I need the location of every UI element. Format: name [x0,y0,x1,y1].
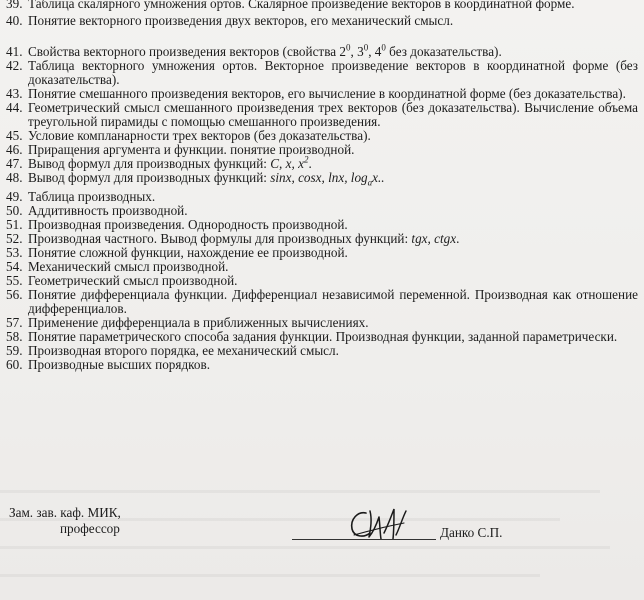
list-item-55 [6,274,638,288]
list-item-52 [6,232,638,246]
item-number: 55. [6,272,23,288]
list-item-49 [6,190,638,204]
superscript: 0 [363,42,369,53]
item-text: Геометрический смысл производной. [28,272,238,288]
item-number: 49. [6,188,23,204]
list-item-40 [6,14,638,28]
math-expression: x.. [372,170,385,185]
item-text: . [308,156,312,171]
item-number: 46. [6,142,23,157]
math-expression: sinx, cosx, lnx, log [270,170,368,185]
item-number: 51. [6,216,23,232]
list-item-51 [6,218,638,232]
subscript: a [367,177,373,188]
item-number: 40. [6,13,23,28]
math-expression: tgx, ctgx [411,230,457,246]
list-item-45 [6,129,638,143]
item-number: 42. [6,58,23,73]
item-text: Понятие смешанного произведения векторов, его вычисление в координатной форме (без доказательства). [28,86,626,101]
list-item-43 [6,87,638,101]
item-text: Понятие параметрического способа задания функции. Производная функции, заданной параметрически. [28,328,618,344]
item-number: 53. [6,244,23,260]
item-number: 52. [6,230,23,246]
item-number: 58. [6,328,23,344]
superscript: 0 [381,42,386,53]
item-text: , 4 [368,44,382,59]
list-item-44 [6,101,638,129]
superscript: 2 [303,154,309,165]
item-text: Вывод формул для производных функций: [28,170,271,185]
list-item-59 [6,344,638,358]
list-item-47 [6,154,638,171]
list-item-46 [6,143,638,157]
list-item-39 [6,0,638,11]
item-text: Понятие дифференциала функции. Дифференциал независимой переменной. Производная как отношение дифференциалов. [28,286,638,316]
list-item-48 [6,171,638,190]
list-item-60 [6,358,638,372]
item-text: Механический смысл производной. [28,258,229,274]
list-item-54 [6,260,638,274]
item-text: Понятие сложной функции, нахождение ее производной. [28,244,348,260]
question-list [6,0,638,372]
item-text: Таблица скалярного умножения ортов. Скалярное произведение векторов в координатной форме. [28,0,575,11]
item-number: 47. [6,156,23,171]
signatory-name: Данко С.П. [440,525,503,540]
list-item-57 [6,316,638,330]
item-number: 44. [6,100,23,115]
item-text: . [456,230,460,246]
item-number: 57. [6,314,23,330]
list-item-58 [6,330,638,344]
list-item-41 [6,42,638,59]
spacer [6,28,638,45]
item-text: Производная произведения. Однородность производной. [28,216,348,232]
math-expression: C, x, x [270,156,304,171]
item-text: Производная второго порядка, ее механический смысл. [28,342,339,358]
item-number: 43. [6,86,23,101]
item-number: 45. [6,128,23,143]
item-text: Таблица векторного умножения ортов. Векторное произведение векторов в координатной форме (без доказательства). [28,58,638,87]
signature-line [292,539,436,540]
item-number: 48. [6,170,23,185]
item-text: Таблица производных. [28,188,156,204]
item-number: 41. [6,44,23,59]
item-number: 39. [6,0,23,11]
item-text: Условие компланарности трех векторов (без доказательства). [28,128,371,143]
signatory-position: Зам. зав. каф. МИК, [9,505,121,520]
item-text: Производная частного. Вывод формулы для производных функций: [28,230,412,246]
item-text: Аддитивность производной. [28,202,188,218]
item-text: без доказательства). [385,44,502,59]
signature-block [9,505,629,565]
item-text: Свойства векторного произведения векторов (свойства 2 [28,44,346,59]
list-item-50 [6,204,638,218]
handwritten-signature [344,505,414,543]
item-number: 50. [6,202,23,218]
item-text: Геометрический смысл смешанного произведения трех векторов (без доказательства). Вычисление объема треугольной пирамиды с помощью смешанного произведения. [28,100,638,129]
item-text: Приращения аргумента и функции. понятие производной. [28,142,355,157]
list-item-53 [6,246,638,260]
item-number: 54. [6,258,23,274]
item-text: Вывод формул для производных функций: [28,156,271,171]
item-text: Понятие векторного произведения двух векторов, его механический смысл. [28,13,454,28]
item-number: 59. [6,342,23,358]
item-text: Производные высших порядков. [28,356,211,372]
list-item-42 [6,59,638,87]
signatory-rank: профессор [60,521,120,536]
item-number: 56. [6,286,23,302]
superscript: 0 [346,42,351,53]
item-text: , 3 [350,44,364,59]
item-number: 60. [6,356,23,372]
item-text: Применение дифференциала в приближенных вычислениях. [28,314,369,330]
list-item-56 [6,288,638,316]
